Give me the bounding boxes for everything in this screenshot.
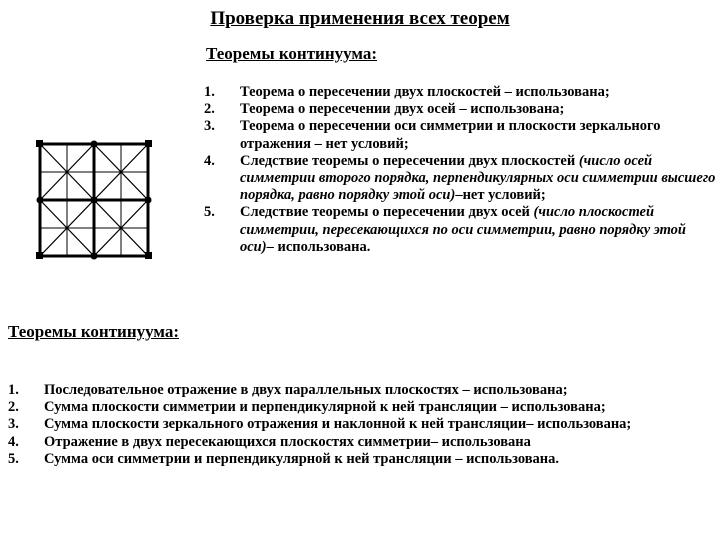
item-number: 4.	[204, 152, 215, 169]
section-top-heading: Теоремы континуума:	[206, 44, 378, 63]
symmetry-grid-diagram	[30, 132, 160, 264]
item-text: Теорема о пересечении двух плоскостей – использована;	[240, 84, 610, 100]
item-number: 1.	[8, 382, 19, 398]
diagram-node	[36, 252, 43, 259]
item-text: Отражение в двух пересекающихся плоскостях симметрии– использована	[44, 433, 531, 450]
diagram-node	[36, 140, 43, 147]
item-text-main: Следствие теоремы о пересечении двух плоскостей	[240, 152, 576, 169]
item-number: 5.	[204, 204, 215, 221]
item-number: 4.	[8, 433, 19, 450]
list-item	[204, 153, 716, 205]
item-text-italic: (число осей симметрии второго порядка, перпендикулярных оси симметрии высшего порядка, равно порядку этой оси)	[240, 152, 716, 204]
list-item	[204, 101, 716, 118]
item-text-tail: –нет условий;	[455, 187, 546, 204]
diagram-node	[145, 140, 152, 147]
section-bottom-heading: Теоремы континуума:	[8, 322, 180, 341]
page-title: Проверка применения всех теорем	[210, 8, 510, 29]
item-text-italic: (число плоскостей симметрии, пересекающихся по оси симметрии, равно порядку этой оси)	[240, 204, 686, 255]
theorem-list-top	[204, 84, 716, 256]
list-item	[8, 451, 716, 468]
item-number: 3.	[8, 416, 19, 433]
item-text	[240, 153, 716, 205]
item-text: Сумма оси симметрии и перпендикулярной к ней трансляции – использована.	[44, 450, 560, 467]
item-text: Последовательное отражение в двух параллельных плоскостях – использована;	[44, 382, 568, 398]
list-item	[204, 204, 716, 256]
diagram-node	[145, 197, 152, 204]
item-number: 2.	[204, 101, 215, 118]
list-item	[8, 416, 716, 433]
item-number: 2.	[8, 399, 19, 416]
diagram-node	[91, 253, 98, 260]
list-item	[8, 399, 716, 416]
item-text: Теорема о пересечении оси симметрии и плоскости зеркального отражения – нет условий;	[240, 118, 661, 152]
diagram-node	[37, 197, 44, 204]
list-item	[204, 84, 716, 101]
list-item	[8, 382, 716, 399]
list-item	[8, 434, 716, 451]
item-text: Сумма плоскости симметрии и перпендикулярной к ней трансляции – использована;	[44, 399, 606, 416]
diagram-node	[145, 252, 152, 259]
item-text: Теорема о пересечении двух осей – использована;	[240, 101, 565, 118]
item-number: 3.	[204, 118, 215, 135]
item-text	[240, 204, 716, 256]
theorem-list-bottom	[8, 382, 716, 468]
diagram-node	[91, 197, 98, 204]
item-number: 5.	[8, 450, 19, 467]
item-text: Сумма плоскости зеркального отражения и наклонной к ней трансляции– использована;	[44, 416, 632, 433]
item-text-tail: – использована.	[266, 238, 371, 255]
item-number: 1.	[204, 84, 215, 100]
diagram-node	[91, 141, 98, 148]
list-item	[204, 118, 716, 152]
item-text-main: Следствие теоремы о пересечении двух осей	[240, 204, 530, 221]
